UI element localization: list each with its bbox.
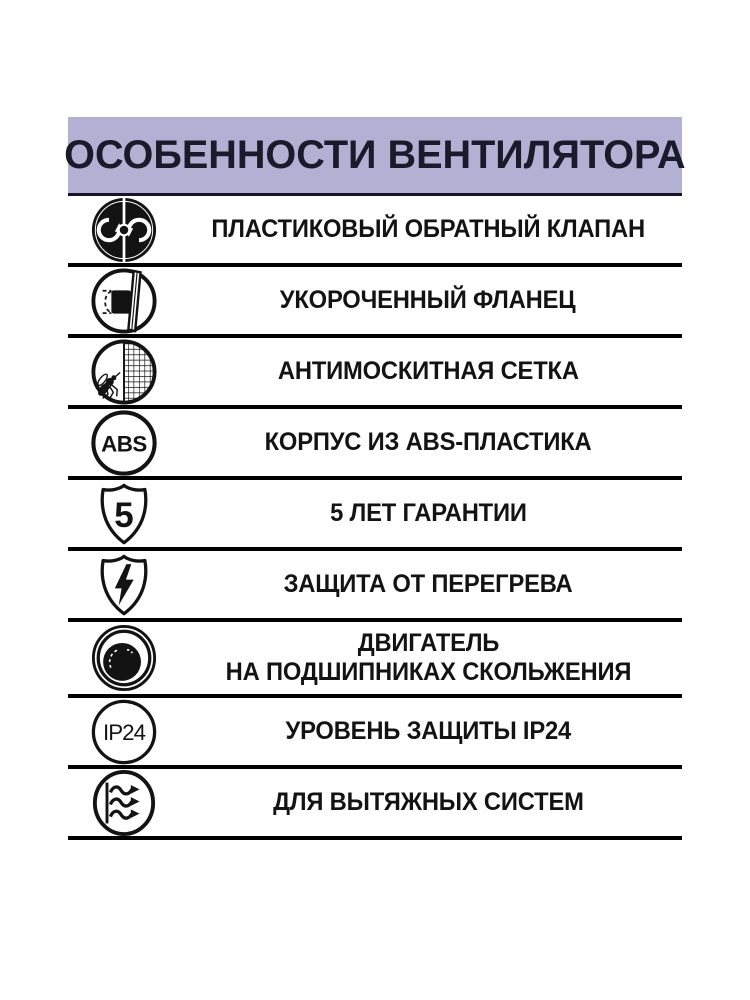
feature-row-ip24: [68, 698, 682, 769]
feature-label: АНТИМОСКИТНАЯ СЕТКА: [277, 357, 579, 385]
page-title: ОСОБЕННОСТИ ВЕНТИЛЯТОРА: [64, 132, 686, 177]
feature-label: ПЛАСТИКОВЫЙ ОБРАТНЫЙ КЛАПАН: [211, 215, 645, 243]
feature-row-overheat-protection: [68, 551, 682, 622]
feature-row-sliding-bearing-motor: [68, 622, 682, 698]
label-cell: [180, 499, 682, 528]
warranty-icon-text: 5: [114, 495, 134, 535]
title-bar: [64, 117, 686, 196]
icon-cell: [68, 551, 180, 619]
icon-cell: [68, 480, 180, 548]
label-cell: [180, 570, 682, 599]
exhaust-airflow-icon: [90, 769, 158, 837]
feature-row-abs-plastic: [68, 409, 682, 480]
mosquito-net-icon: [90, 338, 158, 406]
feature-label: УКОРОЧЕННЫЙ ФЛАНЕЦ: [280, 286, 576, 314]
abs-icon-text: ABS: [101, 430, 147, 456]
feature-row-shortened-flange: [68, 267, 682, 338]
overheat-protection-icon: [90, 551, 158, 619]
warranty-shield-icon: [90, 480, 158, 548]
feature-label-line-2: НА ПОДШИПНИКАХ СКОЛЬЖЕНИЯ: [225, 658, 631, 686]
feature-label: УРОВЕНЬ ЗАЩИТЫ IP24: [285, 717, 571, 745]
icon-cell: [68, 338, 180, 406]
check-valve-icon: [90, 196, 158, 264]
sliding-bearing-motor-icon: [90, 623, 158, 693]
icon-cell: [68, 623, 180, 693]
label-cell: [180, 629, 682, 687]
abs-plastic-icon: [90, 409, 158, 477]
feature-label-line-1: ДВИГАТЕЛЬ: [357, 629, 499, 657]
icon-cell: [68, 409, 180, 477]
feature-row-exhaust-systems: [68, 769, 682, 840]
label-cell: [180, 215, 682, 244]
icon-cell: [68, 698, 180, 766]
label-cell: [180, 357, 682, 386]
icon-cell: [68, 769, 180, 837]
shortened-flange-icon: [90, 267, 158, 335]
icon-cell: [68, 267, 180, 335]
icon-cell: [68, 196, 180, 264]
feature-label: 5 ЛЕТ ГАРАНТИИ: [329, 499, 527, 527]
feature-label: ЗАЩИТА ОТ ПЕРЕГРЕВА: [283, 570, 573, 598]
label-cell: [180, 788, 682, 817]
label-cell: [180, 428, 682, 457]
ip24-rating-icon: [90, 698, 158, 766]
ip24-icon-text: IP24: [102, 719, 146, 745]
label-cell: [180, 286, 682, 315]
feature-label: [225, 629, 631, 687]
feature-row-mosquito-net: [68, 338, 682, 409]
feature-label: ДЛЯ ВЫТЯЖНЫХ СИСТЕМ: [272, 788, 584, 816]
content-area: [64, 117, 686, 840]
feature-row-check-valve: [68, 196, 682, 267]
feature-label: КОРПУС ИЗ ABS-ПЛАСТИКА: [264, 428, 592, 456]
feature-row-warranty: [68, 480, 682, 551]
label-cell: [180, 717, 682, 746]
